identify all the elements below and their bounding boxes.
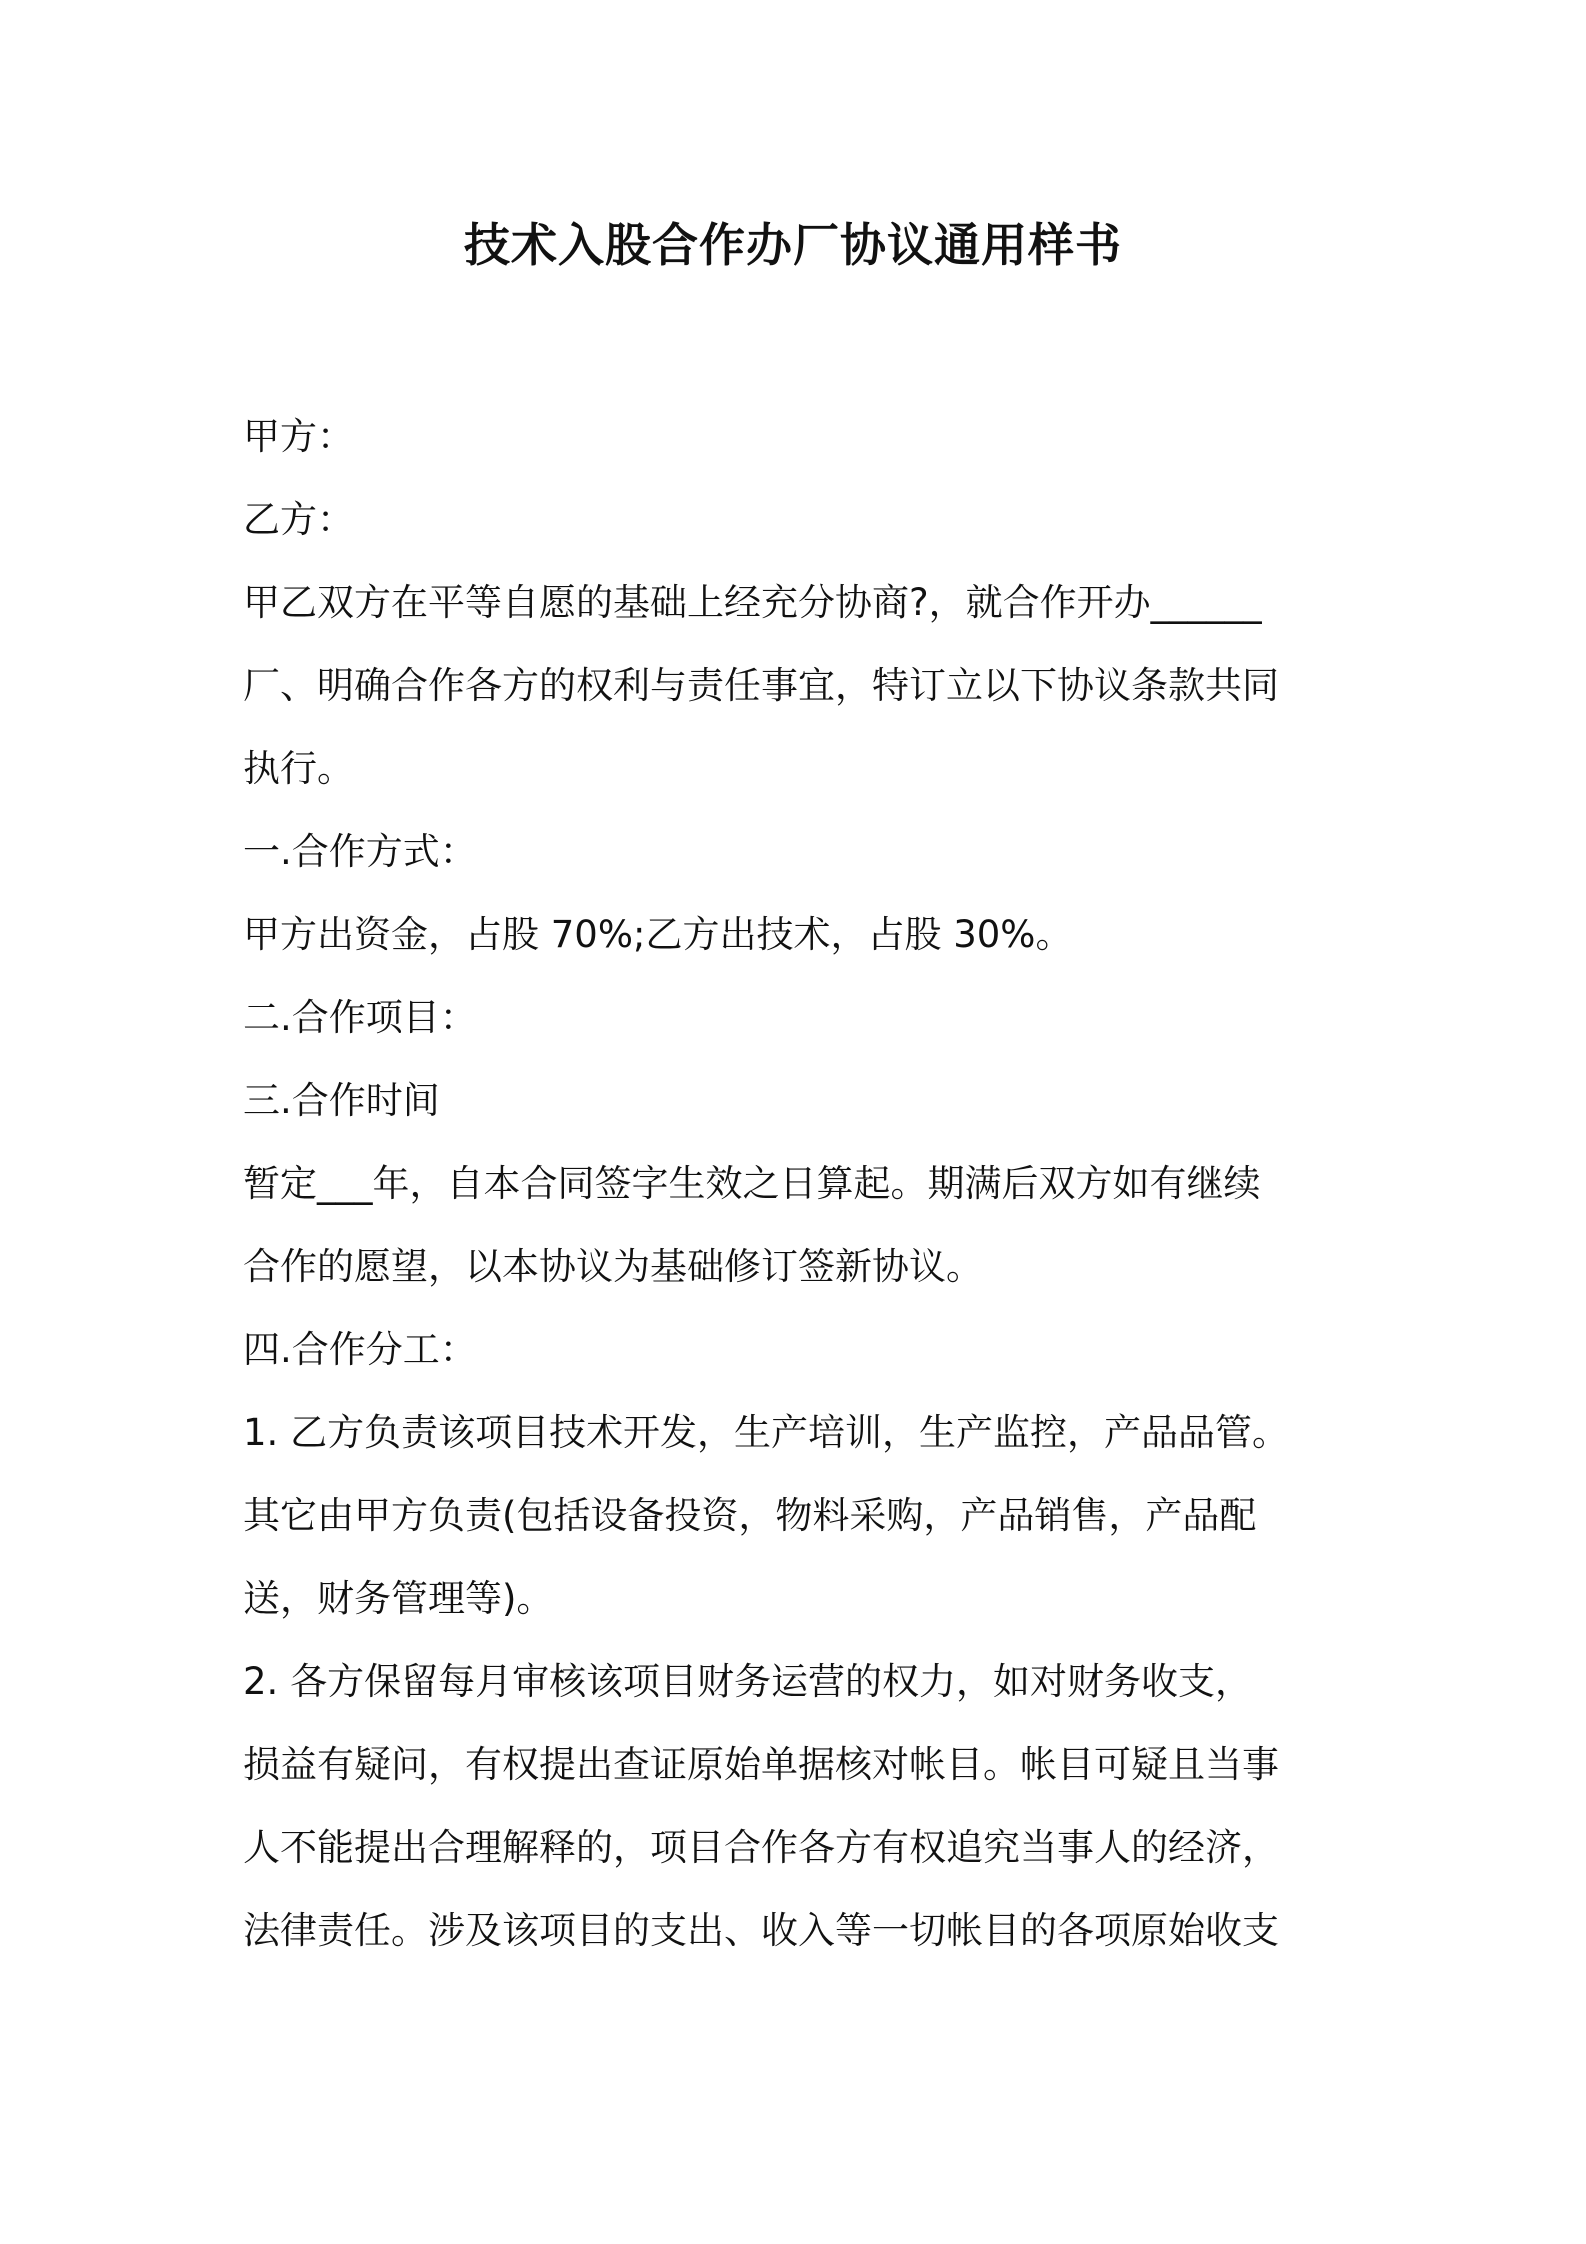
section-3-heading: 三.合作时间: [243, 1079, 440, 1122]
section-1-text: 甲方出资金，占股 70%;乙方出技术，占股 30%。: [243, 913, 1073, 956]
clause-2-line-1: 2. 各方保留每月审核该项目财务运营的权力，如对财务收支，: [243, 1660, 1253, 1703]
section-1-heading: 一.合作方式：: [243, 830, 477, 873]
section-3-text-line-1: 暂定___年，自本合同签字生效之日算起。期满后双方如有继续: [243, 1162, 1261, 1205]
section-2-heading: 二.合作项目：: [243, 996, 477, 1039]
clause-2-line-4: 法律责任。涉及该项目的支出、收入等一切帐目的各项原始收支: [243, 1909, 1279, 1952]
party-b-line: 乙方：: [243, 498, 354, 541]
section-3-text-line-2: 合作的愿望，以本协议为基础修订签新协议。: [243, 1245, 983, 1288]
clause-1-line-1: 1. 乙方负责该项目技术开发，生产培训，生产监控，产品品管。: [243, 1411, 1290, 1454]
document-title: 技术入股合作办厂协议通用样书: [464, 218, 1122, 272]
clause-2-line-3: 人不能提出合理解释的，项目合作各方有权追究当事人的经济，: [243, 1826, 1279, 1869]
preamble-line-1: 甲乙双方在平等自愿的基础上经充分协商?，就合作开办______: [243, 581, 1262, 624]
preamble-line-2: 厂、明确合作各方的权利与责任事宜，特订立以下协议条款共同: [243, 664, 1279, 707]
clause-1-line-3: 送，财务管理等)。: [243, 1577, 554, 1620]
clause-2-line-2: 损益有疑问，有权提出查证原始单据核对帐目。帐目可疑且当事: [243, 1743, 1279, 1786]
preamble-line-3: 执行。: [243, 747, 354, 790]
document-body: [243, 395, 1353, 1972]
party-a-line: 甲方：: [243, 415, 354, 458]
section-4-heading: 四.合作分工：: [243, 1328, 477, 1371]
clause-1-line-2: 其它由甲方负责(包括设备投资，物料采购，产品销售，产品配: [243, 1494, 1257, 1537]
